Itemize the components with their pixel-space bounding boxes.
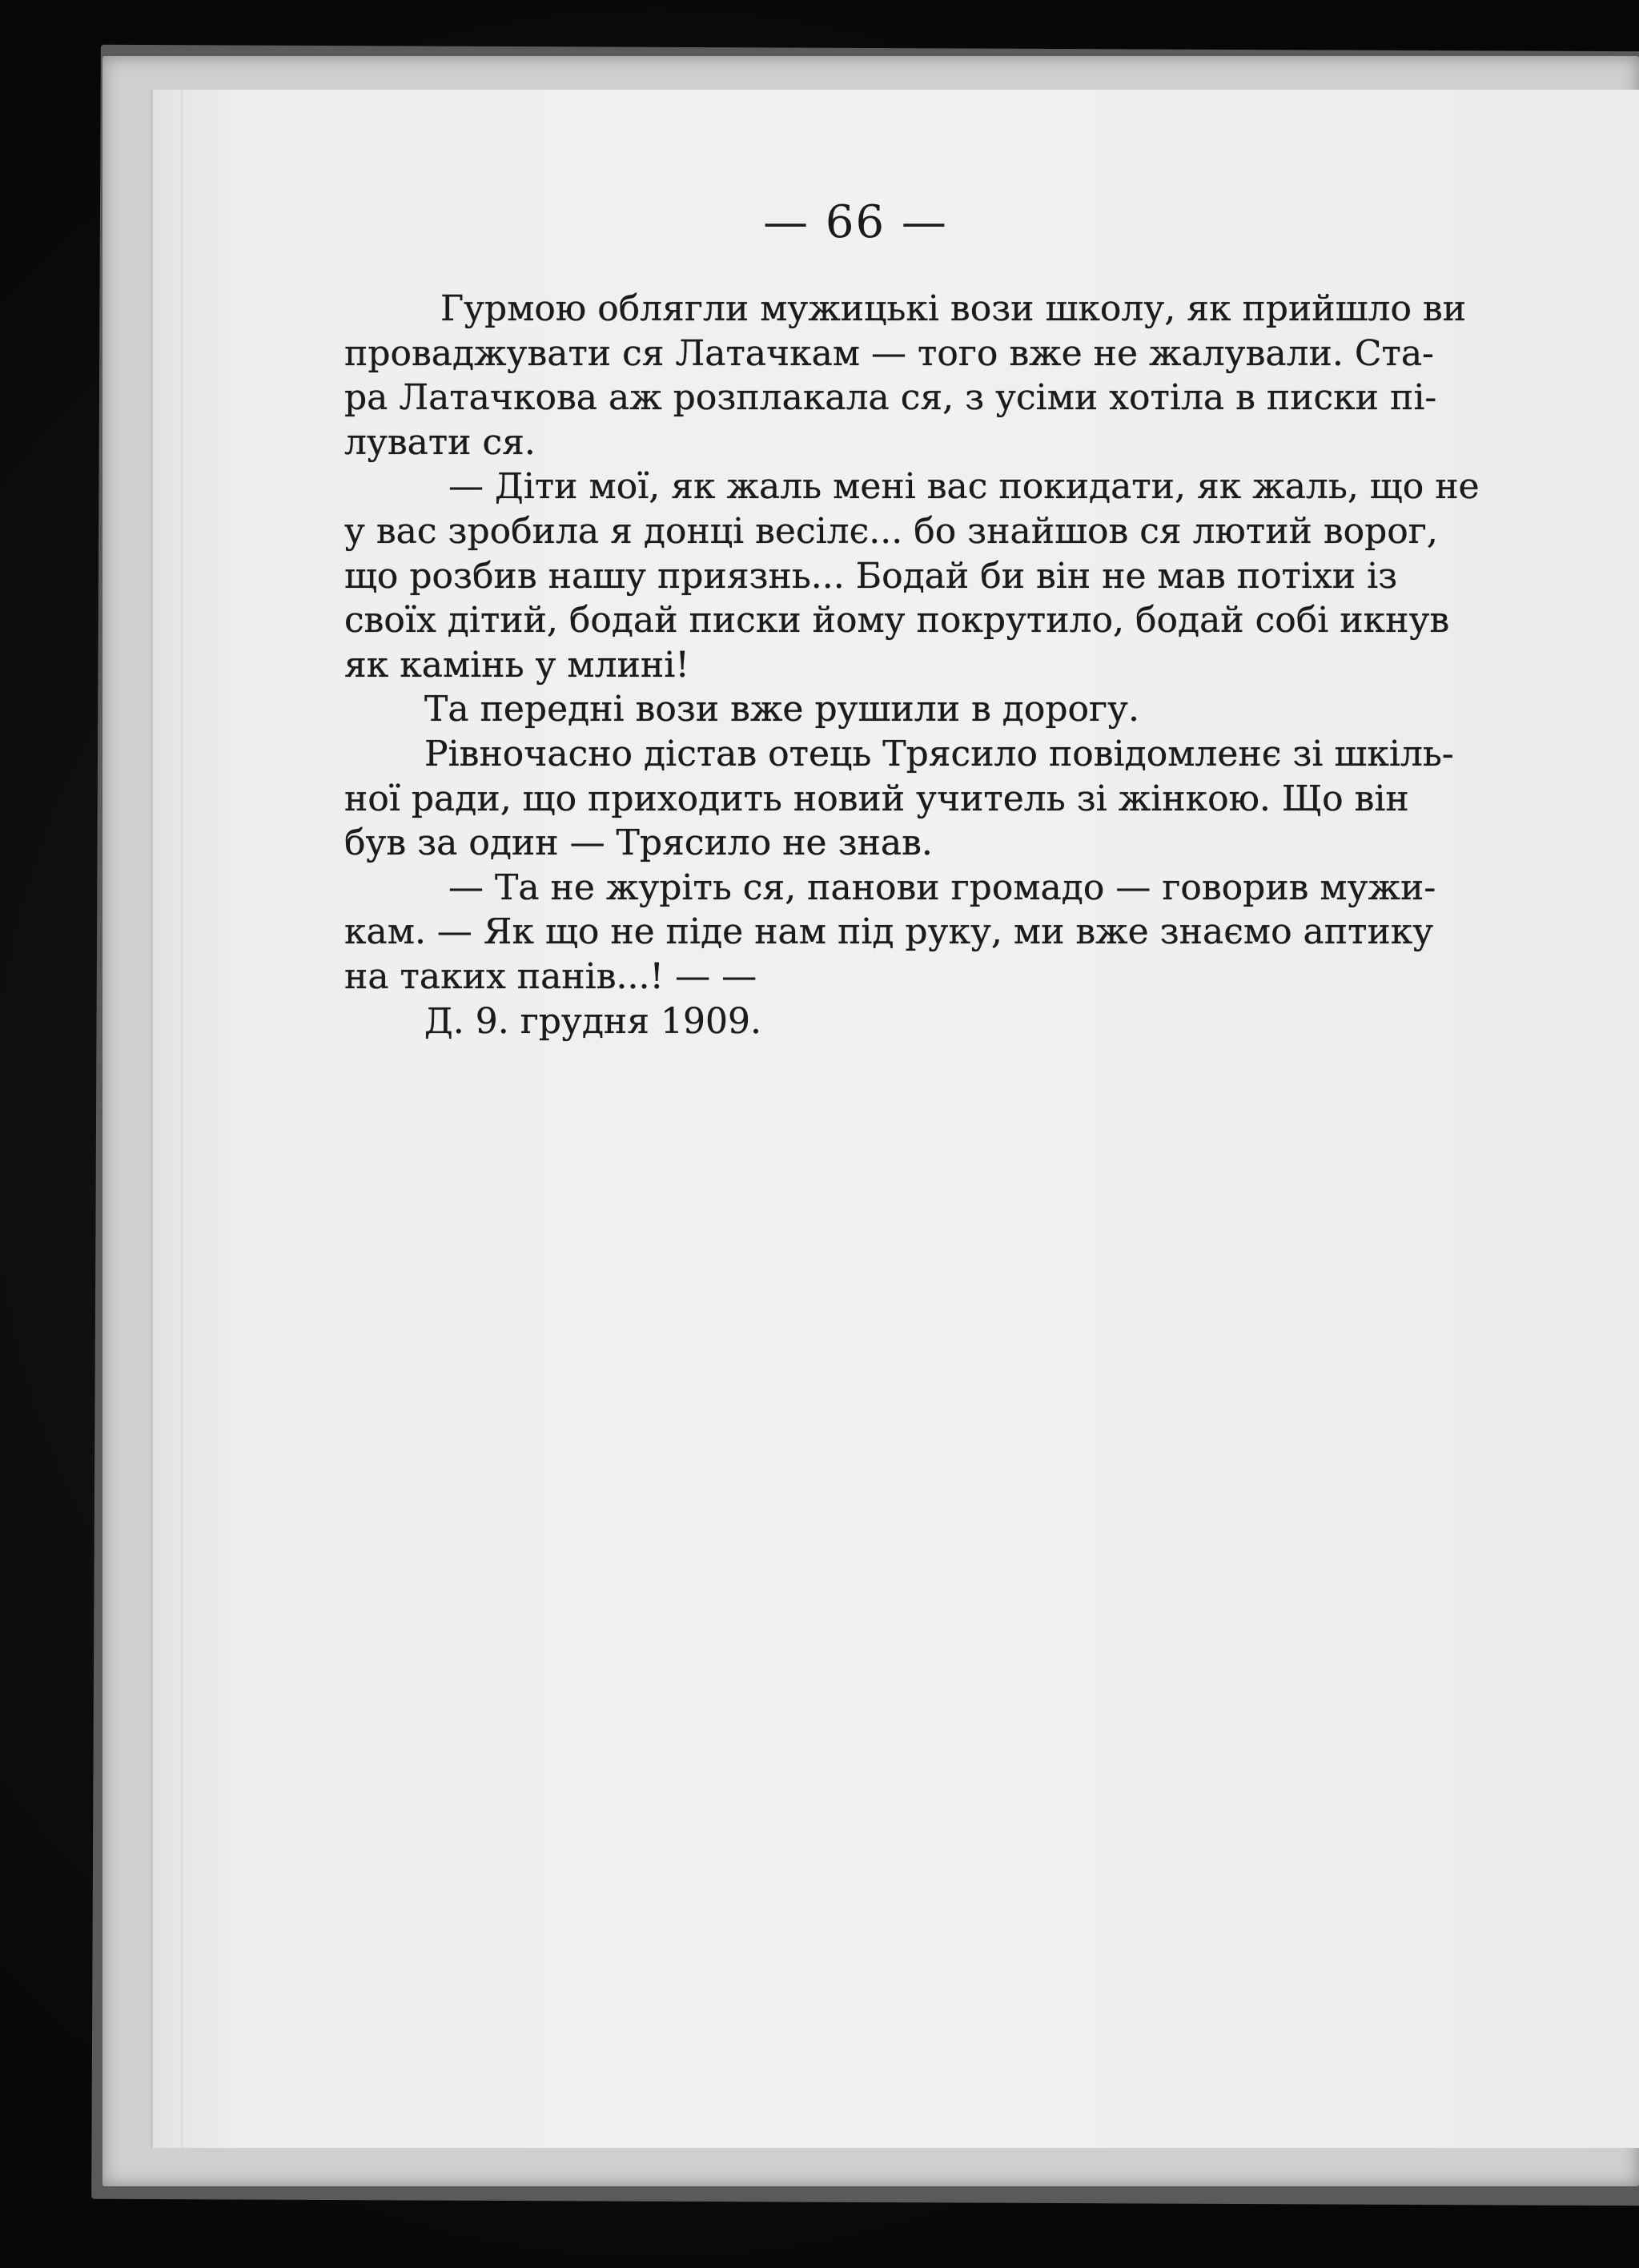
text-line: Рівночасно дістав отець Трясило повідомленє зі шкіль- [424,733,1454,774]
text-line: на таких панів...! — — [344,955,757,997]
text-line: у вас зробила я донці весілє... бо знайшов ся лютий ворог, [344,510,1438,552]
text-line: проваджувати ся Латачкам — того вже не жалували. Ста- [344,332,1434,374]
text-line: Та передні вози вже рушили в дорогу. [424,689,1139,730]
text-line: як камінь у млині! [344,644,689,686]
text-line: — Та не журіть ся, панови громадо — говорив мужи- [448,867,1436,908]
text-line: своїх дітий, бодай писки йому покрутило, бодай собі икнув [344,600,1450,641]
page-edge-line [181,90,183,2148]
text-line: кам. — Як що не піде нам під руку, ми вже знаємо аптику [344,911,1434,953]
body-text [344,287,1545,1044]
text-line: що розбив нашу приязнь... Бодай би він не мав потіхи із [344,555,1398,597]
text-line: був за один — Трясило не знав. [344,822,933,864]
text-line: лувати ся. [344,421,536,463]
date-line: Д. 9. грудня 1909. [424,1000,761,1042]
text-line: — Діти мої, як жаль мені вас покидати, як жаль, що не [448,466,1480,508]
text-line: Гурмою облягли мужицькі вози школу, як прийшло ви [440,288,1467,329]
page-number: — 66 — [763,196,948,248]
text-line: ної ради, що приходить новий учитель зі жінкою. Що він [344,778,1409,819]
text-line: ра Латачкова аж розплакала ся, з усіми хотіла в писки пі- [344,377,1437,419]
